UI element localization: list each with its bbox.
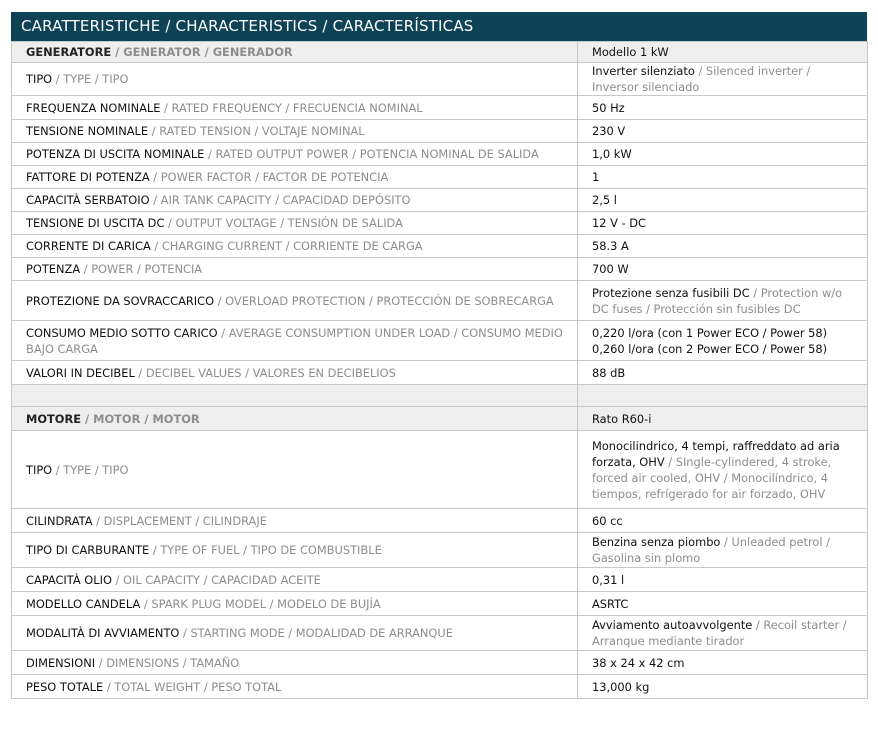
spec-label-it: GENERATORE — [26, 45, 112, 59]
spec-label-translation: / TYPE / TIPO — [52, 72, 129, 86]
spec-row — [12, 361, 868, 385]
spec-value: 230 V — [592, 124, 626, 138]
spec-label-cell — [12, 281, 578, 321]
spec-value: Rato R60-i — [592, 411, 652, 426]
spec-label-translation: / OVERLOAD PROTECTION / PROTECCIÓN DE SOBRECARGA — [214, 293, 554, 308]
spec-value: 13,000 kg — [592, 679, 650, 694]
spec-value-translation: / SIngle-cylindered, 4 stroke, forced air cooled, OHV / Monocilíndrico, 4 tiempos, refrígerado for air forzado, OHV — [592, 454, 832, 501]
spec-label-cell — [12, 385, 578, 407]
spec-value-cell — [578, 321, 868, 361]
spec-value: 12 V - DC — [592, 216, 646, 230]
spec-value-translation: / Protection w/o DC fuses / Protección sin fusibles DC — [592, 285, 843, 316]
spec-label-it: CILINDRATA — [26, 513, 93, 528]
spec-label-translation: / POWER / POTENCIA — [80, 262, 203, 276]
spec-value-cell — [578, 509, 868, 533]
spec-label-translation: / RATED FREQUENCY / FRECUENCIA NOMINAL — [160, 100, 423, 115]
spec-value: Benzina senza piombo — [592, 535, 721, 549]
spec-label-translation: / RATED OUTPUT POWER / POTENCIA NOMINAL DE SALIDA — [204, 147, 539, 161]
spec-value-cell — [578, 96, 868, 120]
spec-value-cell — [578, 651, 868, 675]
spec-value: Inverter silenziato — [592, 64, 695, 78]
spec-value: 1,0 kW — [592, 147, 632, 161]
spec-value-cell — [578, 407, 868, 431]
spec-value: Protezione senza fusibili DC — [592, 285, 750, 300]
spec-label-translation: / AVERAGE CONSUMPTION UNDER LOAD / CONSUMO MEDIO BAJO CARGA — [26, 325, 563, 356]
spec-label-cell — [12, 212, 578, 235]
spec-value-cell — [578, 235, 868, 258]
spec-row — [12, 281, 868, 321]
spec-value: 58.3 A — [592, 239, 629, 253]
spec-label-translation: / OIL CAPACITY / CAPACIDAD ACEITE — [111, 572, 321, 587]
spec-value: 88 dB — [592, 365, 626, 380]
spec-value-cell — [578, 568, 868, 592]
spec-value-cell — [578, 42, 868, 63]
spec-value: Modello 1 kW — [592, 45, 669, 59]
spec-row — [12, 509, 868, 533]
spec-label-translation: / RATED TENSION / VOLTAJE NOMINAL — [148, 124, 365, 138]
spec-label-translation: / TYPE OF FUEL / TIPO DE COMBUSTIBLE — [149, 543, 382, 557]
spec-row — [12, 616, 868, 651]
spec-label-it: TIPO — [26, 462, 53, 477]
spec-label-translation: / STARTING MODE / MODALIDAD DE ARRANQUE — [179, 626, 453, 640]
spec-value-translation: / Silenced inverter / Inversor silenciado — [592, 64, 811, 94]
spec-label-cell — [12, 533, 578, 568]
spec-label-cell — [12, 120, 578, 143]
spec-row — [12, 675, 868, 699]
specs-table — [11, 41, 868, 699]
spec-row — [12, 166, 868, 189]
characteristics-sheet — [11, 12, 867, 699]
spec-label-translation: / AIR TANK CAPACITY / CAPACIDAD DEPÓSITO — [149, 193, 411, 207]
spec-label-cell — [12, 675, 578, 699]
spec-value: 60 cc — [592, 513, 623, 528]
spec-label-cell — [12, 431, 578, 509]
spec-row — [12, 592, 868, 616]
spec-label-it: MODELLO CANDELA — [26, 596, 141, 611]
spec-label-it: PESO TOTALE — [26, 679, 104, 694]
spec-label-translation: / POWER FACTOR / FACTOR DE POTENCIA — [149, 170, 389, 184]
spec-row — [12, 431, 868, 509]
spec-row — [12, 63, 868, 96]
spec-label-cell — [12, 509, 578, 533]
spec-label-cell — [12, 616, 578, 651]
section-header-row — [12, 407, 868, 431]
spec-label-cell — [12, 407, 578, 431]
spec-label-it: FREQUENZA NOMINALE — [26, 100, 161, 115]
spec-value: 700 W — [592, 262, 629, 276]
spec-label-cell — [12, 96, 578, 120]
spec-label-cell — [12, 592, 578, 616]
spec-label-translation: / DISPLACEMENT / CILINDRAJE — [92, 513, 267, 528]
spec-value: 2,5 l — [592, 193, 617, 207]
spec-label-it: VALORI IN DECIBEL — [26, 365, 135, 380]
spec-label-it: CAPACITÀ OLIO — [26, 572, 112, 587]
spec-label-translation: / TYPE / TIPO — [52, 462, 129, 477]
spec-value-cell — [578, 675, 868, 699]
spec-value: 0,31 l — [592, 572, 625, 587]
spec-label-translation: / DIMENSIONS / TAMAÑO — [95, 655, 240, 670]
spec-row — [12, 568, 868, 592]
spec-value: Monocilindrico, 4 tempi, raffreddato ad aria forzata, OHV — [592, 438, 840, 469]
spec-label-translation: / SPARK PLUG MODEL / MODELO DE BUJÍA — [140, 596, 381, 611]
spec-label-it: FATTORE DI POTENZA — [26, 170, 150, 184]
spec-row — [12, 651, 868, 675]
spec-value-translation: / Unleaded petrol / Gasolina sin plomo — [592, 535, 831, 565]
spec-label-it: TENSIONE DI USCITA DC — [26, 216, 165, 230]
spec-value-cell — [578, 120, 868, 143]
spec-row — [12, 212, 868, 235]
spec-label-it: POTENZA — [26, 262, 81, 276]
spec-value: 50 Hz — [592, 100, 625, 115]
spec-value-cell — [578, 212, 868, 235]
spec-label-translation: / DECIBEL VALUES / VALORES EN DECIBELIOS — [134, 365, 396, 380]
spec-value-cell — [578, 166, 868, 189]
spec-label-cell — [12, 42, 578, 63]
spec-value: 1 — [592, 170, 600, 184]
spec-row — [12, 120, 868, 143]
section-title-bar — [11, 12, 867, 41]
spec-label-translation: / CHARGING CURRENT / CORRIENTE DE CARGA — [150, 239, 423, 253]
spec-label-it: DIMENSIONI — [26, 655, 96, 670]
spec-label-cell — [12, 568, 578, 592]
spec-value-cell — [578, 281, 868, 321]
spec-label-it: CAPACITÀ SERBATOIO — [26, 193, 150, 207]
spec-value-cell — [578, 385, 868, 407]
spec-label-cell — [12, 258, 578, 281]
spec-value-cell — [578, 361, 868, 385]
spec-value-cell — [578, 592, 868, 616]
spec-label-translation: / MOTOR / MOTOR — [81, 411, 200, 426]
spec-label-cell — [12, 63, 578, 96]
spec-value-cell — [578, 63, 868, 96]
spec-label-it: MOTORE — [26, 411, 82, 426]
spec-row — [12, 321, 868, 361]
spec-row — [12, 235, 868, 258]
spec-row — [12, 533, 868, 568]
section-header-row — [12, 42, 868, 63]
spec-label-it: PROTEZIONE DA SOVRACCARICO — [26, 293, 215, 308]
spec-value-cell — [578, 431, 868, 509]
spec-label-cell — [12, 361, 578, 385]
spec-label-it: CONSUMO MEDIO SOTTO CARICO — [26, 325, 218, 340]
spec-label-cell — [12, 235, 578, 258]
spec-label-it: TIPO — [26, 72, 53, 86]
spec-row — [12, 189, 868, 212]
spec-label-cell — [12, 143, 578, 166]
spec-label-it: TIPO DI CARBURANTE — [26, 543, 150, 557]
spec-label-it: MODALITÀ DI AVVIAMENTO — [26, 626, 180, 640]
spec-label-cell — [12, 651, 578, 675]
spec-row — [12, 143, 868, 166]
spec-value-cell — [578, 258, 868, 281]
spec-value-cell — [578, 533, 868, 568]
section-title: CARATTERISTICHE / CHARACTERISTICS / CARACTERÍSTICAS — [21, 17, 474, 35]
spec-value-cell — [578, 189, 868, 212]
specs-table-body — [12, 42, 868, 699]
spec-label-translation: / TOTAL WEIGHT / PESO TOTAL — [103, 679, 282, 694]
spacer-row — [12, 385, 868, 407]
spec-label-translation: / OUTPUT VOLTAGE / TENSIÓN DE SALIDA — [164, 216, 403, 230]
spec-value: Avviamento autoavvolgente — [592, 618, 753, 632]
spec-row — [12, 96, 868, 120]
spec-label-cell — [12, 189, 578, 212]
spec-label-cell — [12, 166, 578, 189]
spec-label-translation: / GENERATOR / GENERADOR — [111, 45, 293, 59]
spec-label-it: CORRENTE DI CARICA — [26, 239, 151, 253]
spec-value: 0,220 l/ora (con 1 Power ECO / Power 58) 0,260 l/ora (con 2 Power ECO / Power 58) — [592, 325, 828, 356]
spec-value-translation: / Recoil starter / Arranque mediante tirador — [592, 618, 847, 648]
spec-label-it: TENSIONE NOMINALE — [26, 124, 149, 138]
spec-row — [12, 258, 868, 281]
spec-label-cell — [12, 321, 578, 361]
spec-value: 38 x 24 x 42 cm — [592, 655, 685, 670]
spec-value-cell — [578, 616, 868, 651]
spec-value: ASRTC — [592, 596, 629, 611]
spec-label-it: POTENZA DI USCITA NOMINALE — [26, 147, 205, 161]
spec-value-cell — [578, 143, 868, 166]
